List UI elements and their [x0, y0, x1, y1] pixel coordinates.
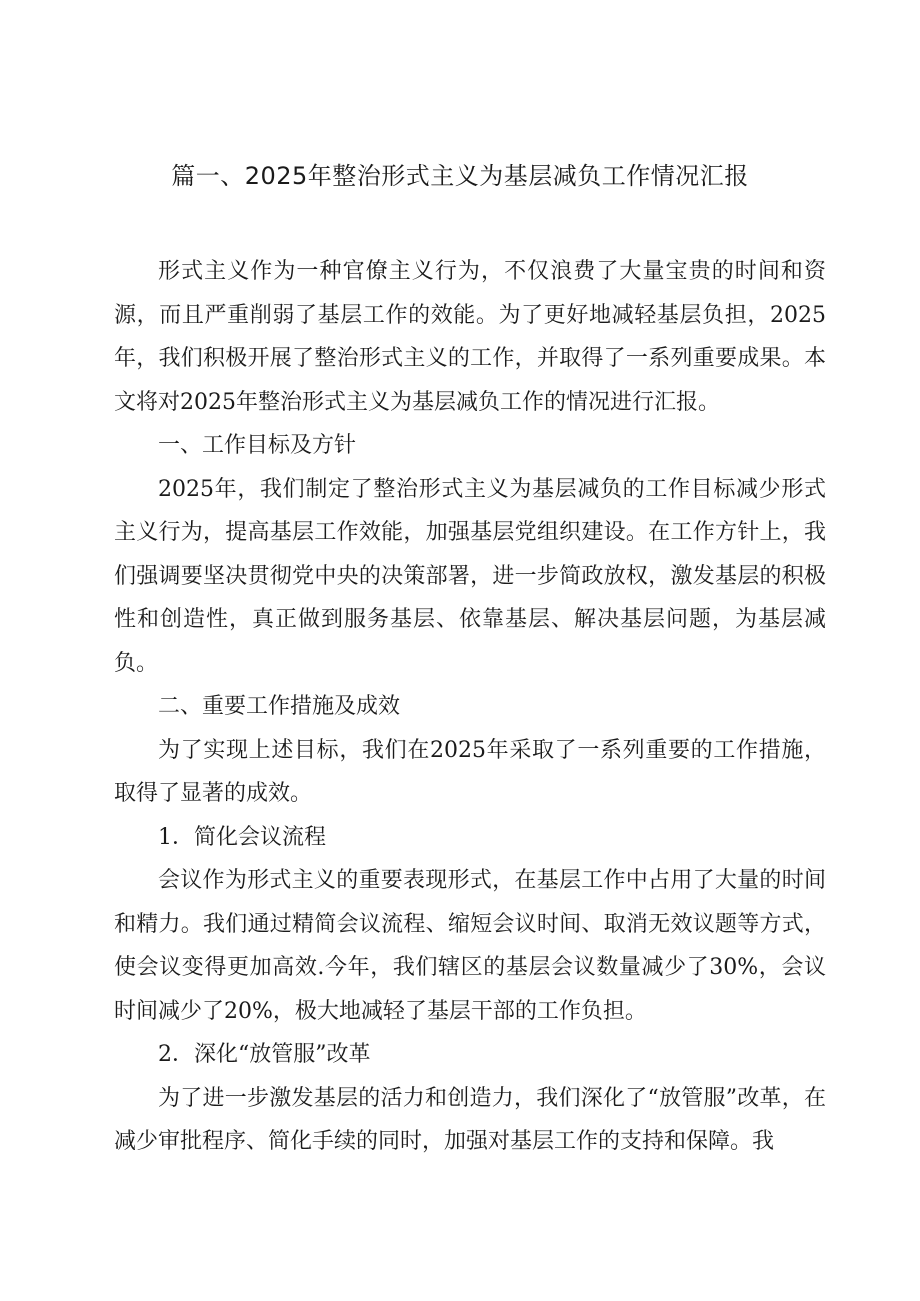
paragraph-goals: 2025年，我们制定了整治形式主义为基层减负的工作目标减少形式主义行为，提高基层工作效能，加强基层党组织建设。在工作方针上，我们强调要坚决贯彻党中央的决策部署，进一步简政放权，激发基层的积极性和创造性，真正做到服务基层、依靠基层、解决基层问题，为基层减负。	[114, 476, 826, 676]
paragraph-reform: 为了进一步激发基层的活力和创造力，我们深化了“放管服”改革，在减少审批程序、简化手续的同时，加强对基层工作的支持和保障。我	[114, 1085, 826, 1154]
section-heading-1: 一、工作目标及方针	[158, 433, 357, 458]
section-heading-2: 二、重要工作措施及成效	[158, 694, 401, 719]
paragraph-measures: 为了实现上述目标，我们在2025年采取了一系列重要的工作措施，取得了显著的成效。	[114, 737, 826, 806]
paragraph-meetings: 会议作为形式主义的重要表现形式，在基层工作中占用了大量的时间和精力。我们通过精简会议流程、缩短会议时间、取消无效议题等方式，使会议变得更加高效.今年，我们辖区的基层会议数量减少了30%，会议时间减少了20%，极大地减轻了基层干部的工作负担。	[114, 868, 826, 1024]
subheading-1: 1．简化会议流程	[158, 824, 326, 850]
paragraph-intro: 形式主义作为一种官僚主义行为，不仅浪费了大量宝贵的时间和资源，而且严重削弱了基层工作的效能。为了更好地减轻基层负担，2025年，我们积极开展了整治形式主义的工作，并取得了一系列重要成果。本文将对2025年整治形式主义为基层减负工作的情况进行汇报。	[114, 259, 826, 415]
document-body	[114, 250, 826, 1164]
subheading-2: 2．深化“放管服”改革	[158, 1042, 371, 1067]
document-title: 篇一、2025年整治形式主义为基层减负工作情况汇报	[171, 162, 749, 190]
